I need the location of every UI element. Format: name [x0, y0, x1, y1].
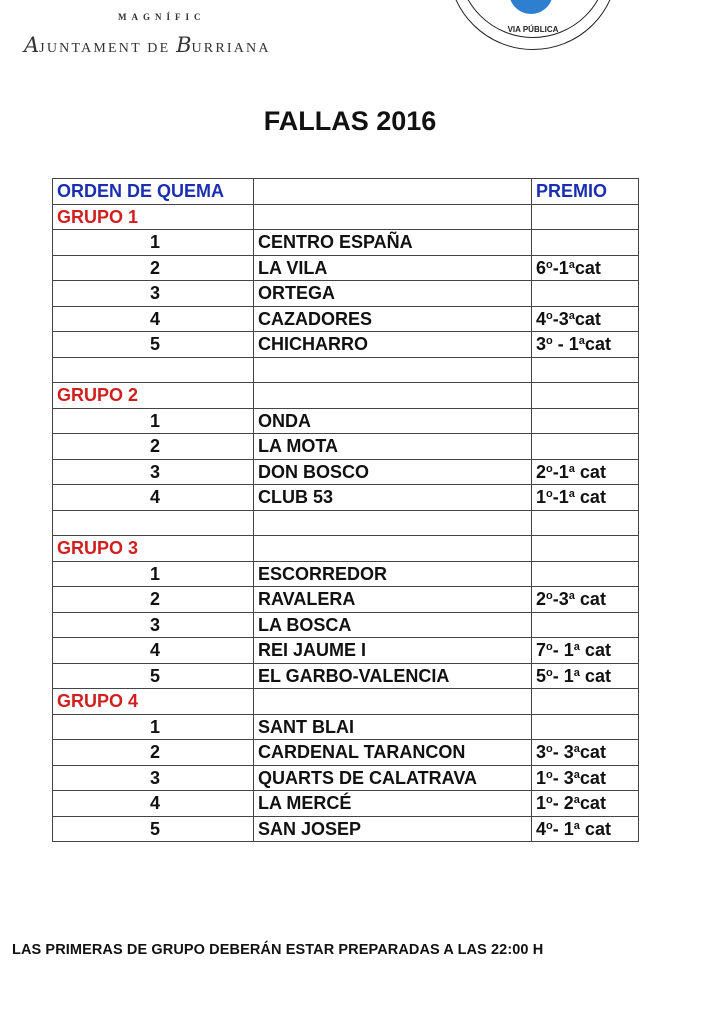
- group-header-row: [53, 689, 639, 715]
- table-header-row: [53, 179, 639, 205]
- table-row: [53, 791, 639, 817]
- burn-order-number: 5: [53, 332, 254, 358]
- letterhead-part1: JUNTAMENT DE: [39, 41, 177, 56]
- premio-cell: [532, 230, 639, 256]
- letterhead-cap-b: B: [176, 33, 192, 57]
- table-row: [53, 561, 639, 587]
- burn-order-number: 1: [53, 561, 254, 587]
- premio-cell: 1$^o$- 2$^a$cat: [532, 791, 639, 817]
- group-label: GRUPO 2: [53, 383, 254, 409]
- empty-cell: [254, 536, 532, 562]
- burn-order-number: 4: [53, 791, 254, 817]
- table-row: [53, 459, 639, 485]
- group-label: GRUPO 1: [53, 204, 254, 230]
- premio-cell: 2$^o$-3$^a$ cat: [532, 587, 639, 613]
- table-row: [53, 306, 639, 332]
- empty-cell: [532, 536, 639, 562]
- burn-order-number: 3: [53, 612, 254, 638]
- falla-name: LA BOSCA: [254, 612, 532, 638]
- letterhead-name: [24, 33, 271, 57]
- table-row: [53, 408, 639, 434]
- table-row: [53, 714, 639, 740]
- table-row: [53, 816, 639, 842]
- empty-cell: [254, 204, 532, 230]
- burn-order-number: 3: [53, 459, 254, 485]
- table-row: [53, 332, 639, 358]
- empty-cell: [532, 510, 639, 536]
- letterhead-part2: URRIANA: [191, 41, 271, 56]
- premio-cell: 5$^o$- 1$^a$ cat: [532, 663, 639, 689]
- header-premio: PREMIO: [532, 179, 639, 205]
- burn-order-number: 4: [53, 485, 254, 511]
- burn-order-number: 2: [53, 740, 254, 766]
- empty-cell: [53, 357, 254, 383]
- burn-order-number: 3: [53, 281, 254, 307]
- seal-text: VIA PÚBLICA: [507, 25, 559, 34]
- via-publica-seal-logo: [448, 0, 620, 52]
- empty-cell: [532, 689, 639, 715]
- letterhead-cap-a: A: [24, 33, 40, 57]
- empty-cell: [254, 357, 532, 383]
- falla-name: CHICHARRO: [254, 332, 532, 358]
- table-row: [53, 255, 639, 281]
- premio-cell: [532, 281, 639, 307]
- falla-name: REI JAUME I: [254, 638, 532, 664]
- falla-name: CLUB 53: [254, 485, 532, 511]
- empty-cell: [532, 357, 639, 383]
- table-row: [53, 765, 639, 791]
- premio-cell: [532, 434, 639, 460]
- falla-name: QUARTS DE CALATRAVA: [254, 765, 532, 791]
- page-title: FALLAS 2016: [263, 106, 437, 136]
- premio-cell: 6$^o$-1$^a$cat: [532, 255, 639, 281]
- header-falla: [254, 179, 532, 205]
- table-row: [53, 230, 639, 256]
- burn-order-number: 1: [53, 408, 254, 434]
- group-label: GRUPO 4: [53, 689, 254, 715]
- burn-order-number: 1: [53, 714, 254, 740]
- falla-name: ESCORREDOR: [254, 561, 532, 587]
- burn-order-number: 5: [53, 816, 254, 842]
- burn-order-number: 3: [53, 765, 254, 791]
- table-row: [53, 612, 639, 638]
- premio-cell: [532, 714, 639, 740]
- table-row: [53, 663, 639, 689]
- burn-order-number: 4: [53, 306, 254, 332]
- empty-cell: [254, 383, 532, 409]
- falla-name: LA MOTA: [254, 434, 532, 460]
- premio-cell: 2$^o$-1$^a$ cat: [532, 459, 639, 485]
- footer-note: LAS PRIMERAS DE GRUPO DEBERÁN ESTAR PREPARADAS A LAS 22:00 H: [12, 942, 544, 958]
- falla-name: DON BOSCO: [254, 459, 532, 485]
- falla-name: LA VILA: [254, 255, 532, 281]
- falla-name: SANT BLAI: [254, 714, 532, 740]
- premio-cell: 1$^o$- 3$^a$cat: [532, 765, 639, 791]
- empty-cell: [532, 204, 639, 230]
- premio-cell: 1$^o$-1$^a$ cat: [532, 485, 639, 511]
- premio-cell: 3$^o$ - 1$^a$cat: [532, 332, 639, 358]
- group-header-row: [53, 383, 639, 409]
- premio-cell: [532, 408, 639, 434]
- empty-cell: [254, 510, 532, 536]
- burn-order-number: 2: [53, 434, 254, 460]
- premio-cell: 4$^o$- 1$^a$ cat: [532, 816, 639, 842]
- premio-cell: 3$^o$- 3$^a$cat: [532, 740, 639, 766]
- empty-cell: [254, 689, 532, 715]
- premio-cell: 7$^o$- 1$^a$ cat: [532, 638, 639, 664]
- letterhead: [0, 0, 726, 70]
- table-row: [53, 434, 639, 460]
- table-row: [53, 281, 639, 307]
- burn-order-number: 5: [53, 663, 254, 689]
- falla-name: SAN JOSEP: [254, 816, 532, 842]
- falla-name: ORTEGA: [254, 281, 532, 307]
- premio-cell: [532, 561, 639, 587]
- empty-cell: [532, 383, 639, 409]
- empty-cell: [53, 510, 254, 536]
- letterhead-small-line: MAGNÍFIC: [118, 12, 206, 22]
- burn-order-table: [52, 178, 639, 842]
- falla-name: ONDA: [254, 408, 532, 434]
- premio-cell: [532, 612, 639, 638]
- falla-name: LA MERCÉ: [254, 791, 532, 817]
- falla-name: CENTRO ESPAÑA: [254, 230, 532, 256]
- falla-name: RAVALERA: [254, 587, 532, 613]
- header-orden-de-quema: ORDEN DE QUEMA: [53, 179, 254, 205]
- table-row: [53, 587, 639, 613]
- burn-order-number: 4: [53, 638, 254, 664]
- group-header-row: [53, 536, 639, 562]
- premio-cell: 4$^o$-3$^a$cat: [532, 306, 639, 332]
- table-row: [53, 740, 639, 766]
- table-row: [53, 638, 639, 664]
- burn-order-number: 2: [53, 255, 254, 281]
- spacer-row: [53, 510, 639, 536]
- group-header-row: [53, 204, 639, 230]
- falla-name: EL GARBO-VALENCIA: [254, 663, 532, 689]
- falla-name: CAZADORES: [254, 306, 532, 332]
- group-label: GRUPO 3: [53, 536, 254, 562]
- burn-order-number: 2: [53, 587, 254, 613]
- spacer-row: [53, 357, 639, 383]
- falla-name: CARDENAL TARANCON: [254, 740, 532, 766]
- table-row: [53, 485, 639, 511]
- burn-order-number: 1: [53, 230, 254, 256]
